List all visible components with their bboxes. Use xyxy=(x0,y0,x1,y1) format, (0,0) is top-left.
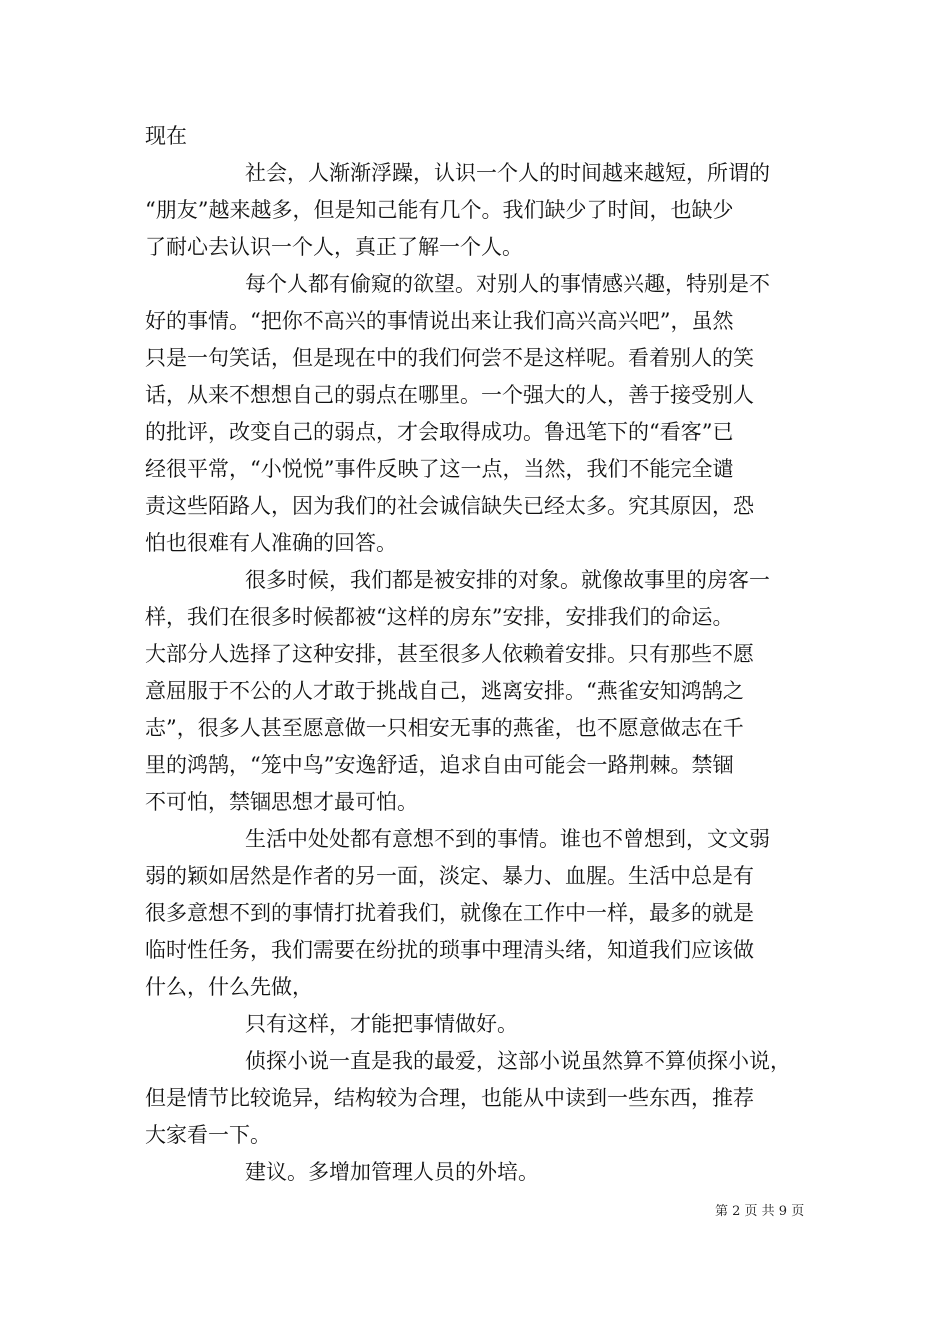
text-line: 大家看一下。 xyxy=(145,1123,271,1147)
text-line: 侦探小说一直是我的最爱，这部小说虽然算不算侦探小说， xyxy=(245,1049,791,1073)
text-line: 很多时候，我们都是被安排的对象。就像故事里的房客一 xyxy=(245,568,770,592)
text-line: 怕也很难有人准确的回答。 xyxy=(145,531,397,555)
page-number: 第 2 页 共 9 页 xyxy=(715,1204,805,1219)
text-line: 什么，什么先做， xyxy=(145,975,313,999)
text-line: 里的鸿鹄，“笼中鸟”安逸舒适，追求自由可能会一路荆棘。禁锢 xyxy=(145,753,734,777)
text-line: 建议。多增加管理人员的外培。 xyxy=(245,1160,539,1184)
text-line: 志”，很多人甚至愿意做一只相安无事的燕雀，也不愿意做志在千 xyxy=(145,716,744,740)
text-line: 经很平常，“小悦悦”事件反映了这一点，当然，我们不能完全谴 xyxy=(145,457,734,481)
text-line: 责这些陌路人，因为我们的社会诚信缺失已经太多。究其原因，恐 xyxy=(145,494,754,518)
text-line: 但是情节比较诡异，结构较为合理，也能从中读到一些东西，推荐 xyxy=(145,1086,754,1110)
text-line: 只是一句笑话，但是现在中的我们何尝不是这样呢。看着别人的笑 xyxy=(145,346,754,370)
document-body xyxy=(145,118,808,1191)
text-line: 弱的颖如居然是作者的另一面，淡定、暴力、血腥。生活中总是有 xyxy=(145,864,754,888)
text-line: 大部分人选择了这种安排，甚至很多人依赖着安排。只有那些不愿 xyxy=(145,642,754,666)
text-line: 只有这样，才能把事情做好。 xyxy=(245,1012,518,1036)
text-line: 话，从来不想想自己的弱点在哪里。一个强大的人，善于接受别人 xyxy=(145,383,754,407)
text-line: 的批评，改变自己的弱点，才会取得成功。鲁迅笔下的“看客”已 xyxy=(145,420,734,444)
text-line: 意屈服于不公的人才敢于挑战自己，逃离安排。“燕雀安知鸿鹄之 xyxy=(145,679,744,703)
text-line: “朋友”越来越多，但是知己能有几个。我们缺少了时间，也缺少 xyxy=(145,198,734,222)
text-line: 每个人都有偷窥的欲望。对别人的事情感兴趣，特别是不 xyxy=(245,272,770,296)
text-line: 样，我们在很多时候都被“这样的房东”安排，安排我们的命运。 xyxy=(145,605,734,629)
text-line: 好的事情。“把你不高兴的事情说出来让我们高兴高兴吧”，虽然 xyxy=(145,309,734,333)
text-line: 很多意想不到的事情打扰着我们，就像在工作中一样，最多的就是 xyxy=(145,901,754,925)
text-line: 生活中处处都有意想不到的事情。谁也不曾想到，文文弱 xyxy=(245,827,770,851)
text-line: 了耐心去认识一个人，真正了解一个人。 xyxy=(145,235,523,259)
text-line: 现在 xyxy=(145,124,187,148)
text-lines xyxy=(145,118,808,1191)
text-line: 社会，人渐渐浮躁，认识一个人的时间越来越短，所谓的 xyxy=(245,161,770,185)
text-line: 不可怕，禁锢思想才最可怕。 xyxy=(145,790,418,814)
text-line: 临时性任务，我们需要在纷扰的琐事中理清头绪，知道我们应该做 xyxy=(145,938,754,962)
